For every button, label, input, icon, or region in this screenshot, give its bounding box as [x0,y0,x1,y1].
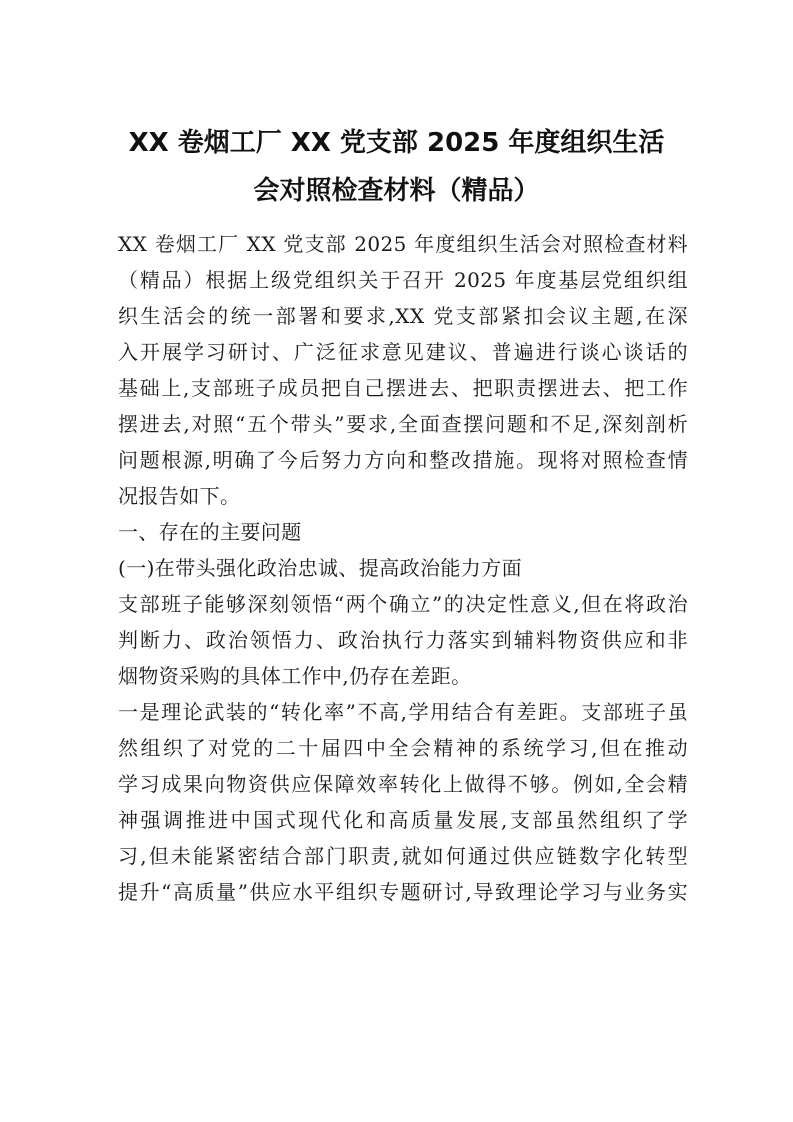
text-line: （精品）根据上级党组织关于召开 2025 年度基层党组织组 [118,268,688,292]
text-line: 烟物资采购的具体工作中,仍存在差距。 [118,664,472,688]
text-line: 支部班子能够深刻领悟“两个确立”的决定性意义,但在将政治 [118,592,688,616]
intro-paragraph [118,226,688,514]
paragraph-political-capability [118,586,688,694]
text-line: XX 卷烟工厂 XX 党支部 2025 年度组织生活会对照检查材料 [118,232,688,256]
paragraph-theory-application [118,694,688,910]
text-line: 摆进去,对照“五个带头”要求,全面查摆问题和不足,深刻剖析 [118,412,688,436]
document-title-line-2: 会对照检查材料（精品） [253,176,540,206]
text-line: 一是理论武装的“转化率”不高,学用结合有差距。支部班子虽 [118,700,688,724]
text-line: 入开展学习研讨、广泛征求意见建议、普遍进行谈心谈话的 [118,340,688,364]
text-line: 然组织了对党的二十届四中全会精神的系统学习,但在推动 [118,736,688,760]
section-heading: 一、存在的主要问题 [118,520,302,544]
document-body [118,226,688,910]
text-line: 习,但未能紧密结合部门职责,就如何通过供应链数字化转型 [118,844,688,868]
subsection-heading: (一)在带头强化政治忠诚、提高政治能力方面 [118,556,523,580]
text-line: 学习成果向物资供应保障效率转化上做得不够。例如,全会精 [118,772,688,796]
text-line: 神强调推进中国式现代化和高质量发展,支部虽然组织了学 [118,808,688,832]
text-line: 织生活会的统一部署和要求,XX 党支部紧扣会议主题,在深 [118,304,688,328]
text-line: 判断力、政治领悟力、政治执行力落实到辅料物资供应和非 [118,628,688,652]
text-line: 基础上,支部班子成员把自己摆进去、把职责摆进去、把工作 [118,376,688,400]
text-line: 况报告如下。 [118,484,241,508]
text-line: 问题根源,明确了今后努力方向和整改措施。现将对照检查情 [118,448,688,472]
text-line: 提升“高质量”供应水平组织专题研讨,导致理论学习与业务实 [118,880,688,904]
document-title-line-1: XX 卷烟工厂 XX 党支部 2025 年度组织生活 [128,128,665,158]
